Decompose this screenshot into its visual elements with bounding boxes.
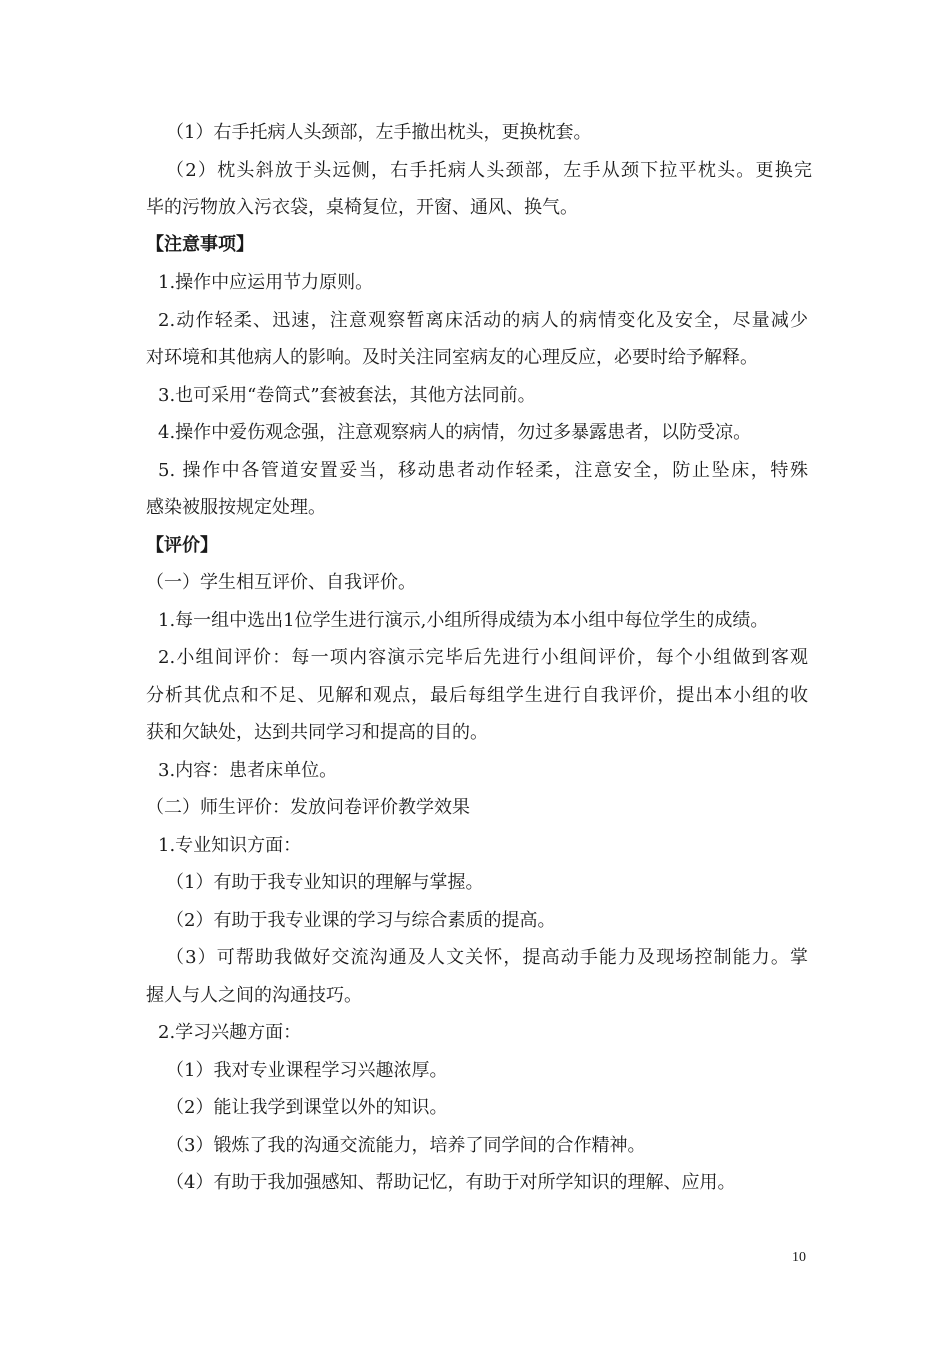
- paragraph-line: 1.操作中应运用节力原则。: [158, 272, 374, 293]
- paragraph-line: （2）能让我学到课堂以外的知识。: [166, 1097, 448, 1118]
- paragraph-line: （2）枕头斜放于头远侧，右手托病人头颈部，左手从颈下拉平枕头。更换完: [166, 160, 812, 181]
- paragraph-line: （4）有助于我加强感知、帮助记忆，有助于对所学知识的理解、应用。: [166, 1172, 736, 1193]
- paragraph-line: 2.动作轻柔、迅速，注意观察暂离床活动的病人的病情变化及安全，尽量减少: [158, 310, 808, 331]
- paragraph-line: 毕的污物放入污衣袋，桌椅复位，开窗、通风、换气。: [146, 197, 578, 218]
- paragraph-line: （1）有助于我专业知识的理解与掌握。: [166, 872, 484, 893]
- paragraph-line: 5. 操作中各管道安置妥当，移动患者动作轻柔，注意安全，防止坠床，特殊: [158, 460, 808, 481]
- page-number: 10: [792, 1250, 806, 1265]
- paragraph-line: （二）师生评价：发放问卷评价教学效果: [146, 797, 470, 818]
- paragraph-line: （3）可帮助我做好交流沟通及人文关怀，提高动手能力及现场控制能力。掌: [166, 947, 808, 968]
- paragraph-line: 获和欠缺处，达到共同学习和提高的目的。: [146, 722, 488, 743]
- paragraph-line: 握人与人之间的沟通技巧。: [146, 985, 362, 1006]
- paragraph-line: 1.专业知识方面：: [158, 835, 302, 856]
- paragraph-line: 4.操作中爱伤观念强，注意观察病人的病情，勿过多暴露患者，以防受凉。: [158, 422, 752, 443]
- paragraph-line: 对环境和其他病人的影响。及时关注同室病友的心理反应，必要时给予解释。: [146, 347, 758, 368]
- paragraph-line: （1）右手托病人头颈部，左手撤出枕头，更换枕套。: [166, 122, 592, 143]
- paragraph-line: 3.也可采用“卷筒式”套被套法，其他方法同前。: [158, 385, 536, 406]
- paragraph-line: 分析其优点和不足、见解和观点，最后每组学生进行自我评价，提出本小组的收: [146, 685, 808, 706]
- paragraph-line: （一）学生相互评价、自我评价。: [146, 572, 416, 593]
- paragraph-line: 2.小组间评价：每一项内容演示完毕后先进行小组间评价，每个小组做到客观: [158, 647, 808, 668]
- paragraph-line: 3.内容：患者床单位。: [158, 760, 338, 781]
- paragraph-line: 2.学习兴趣方面：: [158, 1022, 302, 1043]
- paragraph-line: （3）锻炼了我的沟通交流能力，培养了同学间的合作精神。: [166, 1135, 646, 1156]
- paragraph-line: 感染被服按规定处理。: [146, 497, 326, 518]
- paragraph-line: （2）有助于我专业课的学习与综合素质的提高。: [166, 910, 556, 931]
- paragraph-line: （1）我对专业课程学习兴趣浓厚。: [166, 1060, 448, 1081]
- section-heading: 【注意事项】: [146, 234, 254, 255]
- section-heading: 【评价】: [146, 535, 218, 556]
- paragraph-line: 1.每一组中选出1位学生进行演示,小组所得成绩为本小组中每位学生的成绩。: [158, 610, 769, 631]
